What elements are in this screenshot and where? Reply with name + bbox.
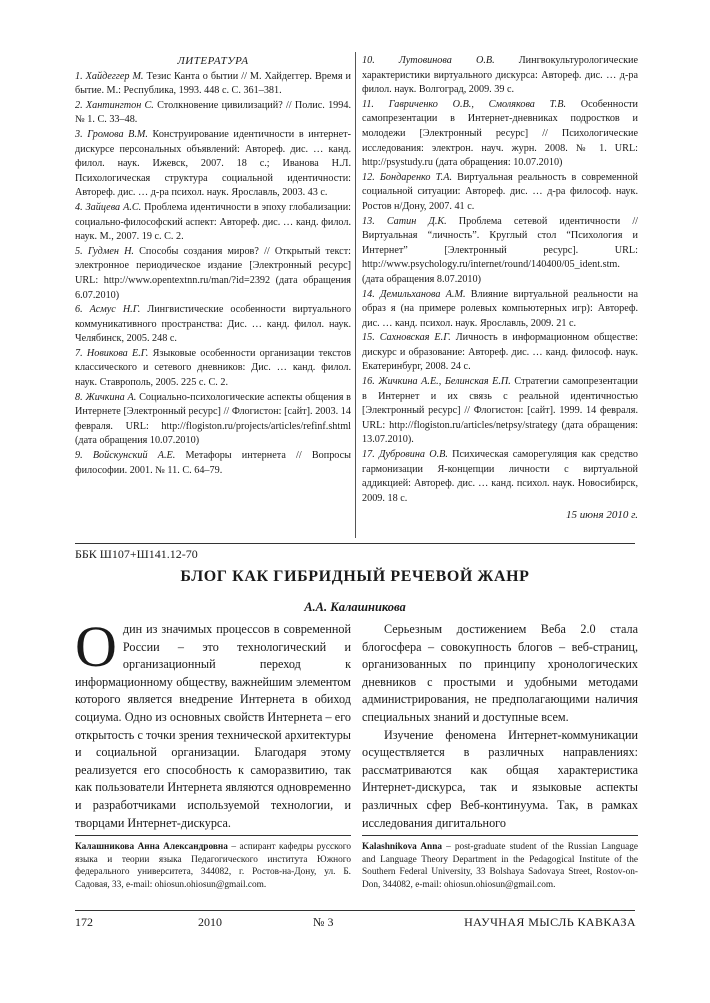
reference-author: 13. Сатин Д.К. [362,215,447,227]
reference-author: 14. Демильханова А.М. [362,288,466,300]
author-affiliation-english: – post-graduate student of the Russian Language and Language Theory Department in the Pedagogical Institute of the Southern Federal University, 33 Bolshaya Sadovaya Street, Rostov-on-Don, 344082, e-mail: ohiosun.ohiosun@gmail.com. [362,842,638,890]
references-heading: ЛИТЕРАТУРА [177,55,249,67]
author-note-russian [75,841,351,891]
body-paragraph [75,614,351,832]
reference-item [362,375,638,448]
reference-author: 11. Гавриченко О.В., Смолякова Т.В. [362,98,566,110]
reference-author: 4. Зайцева А.С. [75,201,142,213]
author-name-english: Kalashnikova Anna [362,842,443,852]
reference-item [362,171,638,215]
reference-text: Психическая саморегуляция как средство гармонизации Я-концепции личности с виртуальной аддикцией: Автореф. дис. … канд. психол. наук. Новосибирск, 2009. 18 с. [362,449,638,504]
reference-author: 3. Громова В.М. [75,128,148,140]
reference-text: Проблема сетевой идентичности // Виртуальная “личность”. Круглый стол “Психология и Интернет” [Электронный ресурс]. URL: http://www.psychology.ru/internet/round/140400/05_ident.stm. (дата обращения 8.07.2010) [362,215,638,285]
body-left-column [75,614,351,832]
author-name-russian: Калашникова Анна Александровна [75,842,228,852]
reference-item [75,449,351,478]
reference-text: Личность в информационном обществе: дискурс и образование: Автореф. дис. … канд. философ. наук. Екатеринбург, 2008. 24 с. [362,332,638,373]
journal-name: НАУЧНАЯ МЫСЛЬ КАВКАЗА [464,915,636,929]
reference-author: 16. Жичкина А.Е., Белинская Е.П. [362,376,511,388]
reference-text: Столкновение цивилизаций? // Полис. 1994. № 1. С. 33–48. [75,99,351,126]
reference-author: 5. Гудмен Н. [75,245,134,257]
reference-author: 6. Асмус Н.Г. [75,304,141,316]
page-number: 172 [75,915,93,929]
body-right-column [362,621,638,832]
reference-author: 8. Жичкина А. [75,391,137,403]
reference-item [362,98,638,171]
issue-number: № 3 [313,915,334,929]
reference-item [75,70,351,99]
body-paragraph: Серьезным достижением Веба 2.0 стала блогосфера – совокупность блогов – веб-страниц, организованных по принципу хронологических дневников с простыми и удобными методами администрирования, не предполагающими наличия специальных знаний и доступные всем. [362,622,638,724]
drop-cap: О [75,614,117,679]
reference-item [75,128,351,201]
reference-text: Лингвокультурологические характеристики виртуального дискурса: Автореф. дис. … д-ра филол. наук. Волгоград, 2009. 39 с. [362,55,638,96]
footer-year: 2010 [198,915,222,929]
classification-code: ББК Ш107+Ш141.12-70 [75,547,198,561]
reference-item [75,303,351,347]
reference-author: 1. Хайдеггер М. [75,70,144,82]
reference-item [75,201,351,245]
reference-text: Способы создания миров? // Открытый текст: электронное периодическое издание [Электронный ресурс] URL: http://www.opentextnn.ru/man/?id=2392 (дата обращения 6.07.2010) [75,245,351,301]
author-note-english [362,841,638,891]
reference-text: Конструирование идентичности в интернет-дискурсе персональных объявлений: Автореф. дис. … канд. филол. наук. Ижевск, 2007. 18 с.; Иванова Н.Л. Психологическая структура социальной идентичности: Автореф. дис. … д-ра психол. наук. Ярославль, 2003. 43 с. [75,128,351,199]
footer-rule [75,910,635,911]
reference-text: Особенности самопрезентации в Интернет-дневниках подростков и молодежи [Электронный ресурс] // Психологические исследования: электрон. науч. журн. 2008. № 1. URL: http://psystudy.ru (дата обращения: 10.07.2010) [362,98,638,169]
reference-text: Стратегии самопрезентации в Интернет и их связь с реальной идентичностью [Электронный ресурс] // Флогистон: [сайт]. 1999. 14 февраля. URL: http://flogiston.ru/articles/netpsy/strategy (дата обращения: 13.07.2010). [362,376,638,446]
reference-item [362,54,638,98]
article-author: А.А. Калашникова [304,600,406,614]
reference-text: Проблема идентичности в эпоху глобализации: социально-философский аспект: Автореф. дис. … канд. филол. наук. М., 2007. 19 с. С. 2. [75,201,351,243]
paragraph-text: дин из значимых процессов в современной России – это технологический и организационный переход к информационному обществу, важнейшим элементом которого является внедрение Интернета в обиход социума. Одно из основных свойств Интернета – его открытость с точки зрения технической архитектуры и социальной организации. Благодаря этому реализуется его способность к саморазвитию, так как пользователи Интернета являются одновременно и разработчиками используемой технологии, и творцами Интернет-дискурса. [75,622,351,830]
reference-text: Лингвистические особенности виртуального коммуникативного пространства: Дис. … канд. филол. наук. Челябинск, 2005. 248 с. [75,304,351,345]
reference-text: Социально-психологические аспекты общения в Интернете [Электронный ресурс] // Флогистон: [сайт]. 2003. 14 февраля. URL: http://flogiston.ru/projects/articles/refinf.shtml (дата обращения 10.07.2010) [75,391,351,447]
reference-item [362,331,638,375]
reference-item [75,347,351,391]
reference-item [362,215,638,288]
reference-author: 7. Новикова Е.Г. [75,347,149,359]
submission-date: 15 июня 2010 г. [566,509,638,522]
reference-author: 12. Бондаренко Т.А. [362,171,452,183]
reference-text: Виртуальная реальность в современной социальной ситуации: Автореф. дис. … д-ра философ. наук. Ростов н/Дону, 2007. 41 с. [362,171,638,212]
author-affiliation-russian: – аспирант кафедры русского языка и теории языка Педагогического института Южного федерального университета, 344082, г. Ростов-на-Дону, ул. Б. Садовая, 33, e-mail: ohiosun.ohiosun@gmail.com. [75,842,352,890]
reference-author: 9. Войскунский А.Е. [75,450,176,462]
references-right-column [362,54,638,523]
reference-text: Метафоры интернета // Вопросы философии. 2001. № 11. С. 64–79. [75,450,351,476]
reference-item [362,288,638,332]
reference-author: 2. Хантингтон С. [75,99,154,111]
reference-author: 17. Дубровина О.В. [362,449,448,461]
reference-text: Влияние виртуальной реальности на образ я (на примере ролевых компьютерных игр): Автореф. дис. … канд. психол. наук. Ярославль, 2009. 21 с. [362,288,638,329]
reference-text: Языковые особенности организации текстов классического и сетевого дневников: Дис. … канд. филол. наук. Ставрополь, 2005. 225 с. С. 2. [75,347,352,389]
reference-text: Тезис Канта о бытии // М. Хайдеггер. Время и бытие. М.: Республика, 1993. 448 с. С. 361–381. [75,70,351,97]
references-left-column [75,54,351,478]
reference-item [75,391,351,449]
reference-item [75,245,351,303]
footnote-rule [75,835,351,836]
reference-item [75,99,351,128]
article-title: БЛОГ КАК ГИБРИДНЫЙ РЕЧЕВОЙ ЖАНР [180,568,530,585]
reference-item [362,448,638,506]
reference-author: 10. Лутовинова О.В. [362,55,495,66]
section-rule [75,543,635,544]
column-divider [355,52,356,538]
reference-author: 15. Сахновская Е.Г. [362,332,451,344]
footnote-rule [362,835,638,836]
body-paragraph: Изучение феномена Интернет-коммуникации осуществляется в различных направлениях: рассматриваются как общая характеристика Интернет-дискурса, так и языковые аспекты различных сфер Веб-континуума. Так, в рамках исследования дигитального [362,727,638,830]
